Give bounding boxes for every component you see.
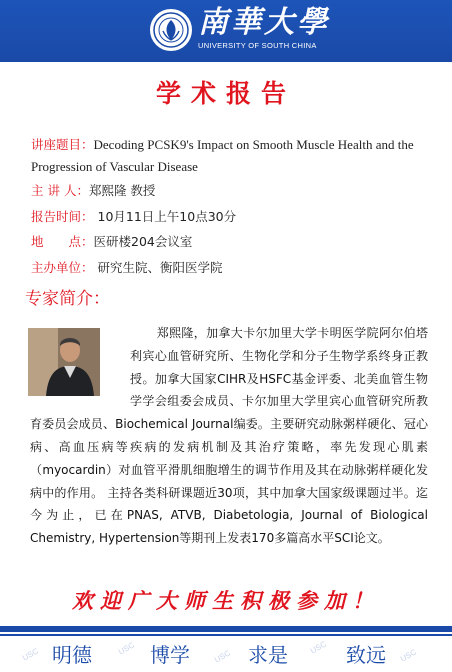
welcome-message: 欢迎广大师生积极参加！ bbox=[72, 588, 380, 613]
footer-watermark: USC bbox=[116, 640, 137, 657]
footer-bar bbox=[0, 626, 452, 632]
motto-word: 致远 bbox=[346, 643, 386, 667]
header-divider bbox=[0, 60, 452, 62]
place-row bbox=[31, 231, 192, 253]
footer-watermark: USC bbox=[398, 647, 419, 664]
footer-watermark: USC bbox=[308, 639, 329, 656]
motto-word: 求是 bbox=[248, 643, 288, 667]
place-value: 医研楼204会议室 bbox=[93, 234, 193, 249]
time-row bbox=[31, 206, 236, 228]
university-emblem-icon bbox=[150, 9, 192, 51]
footer-line bbox=[0, 634, 452, 636]
lecture-topic bbox=[31, 134, 431, 178]
time-value: 10月11日上午10点30分 bbox=[93, 209, 237, 224]
footer-watermark: USC bbox=[20, 646, 41, 663]
footer-watermark: USC bbox=[212, 648, 233, 665]
motto-word: 明德 bbox=[52, 643, 92, 667]
page-title: 学术报告 bbox=[155, 79, 296, 108]
host-value: 研究生院、衡阳医学院 bbox=[93, 260, 223, 275]
speaker-row bbox=[31, 180, 155, 202]
speaker-label: 主 讲 人： bbox=[31, 183, 89, 198]
place-label: 地 点： bbox=[31, 234, 94, 249]
time-label: 报告时间： bbox=[31, 209, 94, 224]
topic-value: Decoding PCSK9's Impact on Smooth Muscle Health and the Progression of Vascular Disease bbox=[31, 137, 414, 174]
university-name-cn: 南華大學 bbox=[198, 5, 330, 40]
host-row bbox=[31, 257, 223, 279]
footer-motto-band bbox=[0, 638, 452, 672]
topic-label: 讲座题目： bbox=[31, 137, 94, 152]
speaker-value: 郑熙隆 教授 bbox=[88, 183, 156, 198]
host-label: 主办单位： bbox=[31, 260, 94, 275]
header-banner bbox=[0, 0, 452, 60]
bio-text: 郑熙隆，加拿大卡尔加里大学卡明医学院阿尔伯塔利宾心血管研究所、生物化学和分子生物学系终身正教授。加拿大国家CIHR及HSFC基金评委、北美血管生物学学会组委会成员、卡尔加里大学里宾心血管研究所教育委员会成员、Biochemical Journal编委。主要研究动脉粥样硬化、冠心病、高血压病等疾病的发病机制及其治疗策略，率先发现心肌素（myocardin）对血管平滑肌细胞增生的调节作用及其在动脉粥样硬化发病中的作用。 主持各类科研课题近30项，其中加拿大国家级课题过半。迄今为止，已在PNAS, ATVB, Diabetologia, Journal of Biological Chemistry, Hypertension等期刊上发表170多篇高水平SCI论文。 bbox=[30, 326, 428, 546]
intro-heading: 专家简介： bbox=[25, 289, 110, 309]
motto-word: 博学 bbox=[150, 643, 190, 667]
speaker-portrait bbox=[28, 328, 100, 396]
university-name-en: UNIVERSITY OF SOUTH CHINA bbox=[198, 41, 317, 50]
